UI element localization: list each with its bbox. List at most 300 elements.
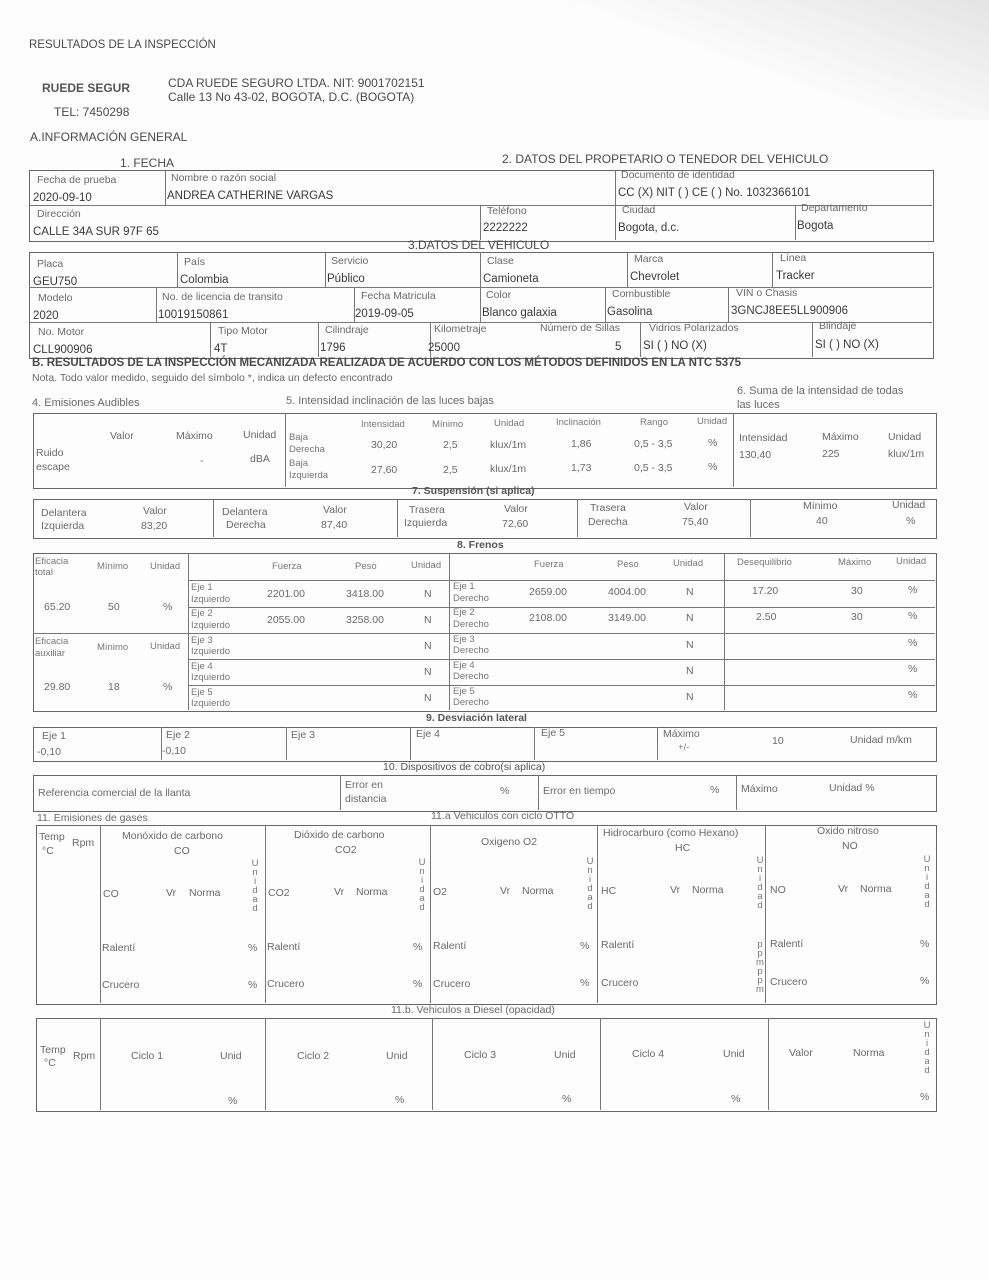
value: Chevrolet	[630, 271, 680, 283]
label: %	[500, 785, 510, 797]
value: 25000	[428, 342, 460, 354]
cell-text: Norma	[522, 885, 554, 897]
label: Ciudad	[622, 204, 656, 216]
label: Izquierda	[289, 470, 329, 481]
label: Fuerza	[272, 561, 302, 572]
label: Unidad	[888, 431, 922, 443]
label: Derecha	[289, 444, 325, 455]
label: Departamento	[801, 202, 868, 214]
cell-text: ppm	[754, 966, 766, 993]
label: Eficacia	[35, 556, 69, 567]
cell-text: N	[686, 691, 694, 703]
label: Máximo	[663, 728, 700, 740]
cell-text: Izquierdo	[191, 672, 231, 683]
value: 3418.00	[346, 588, 384, 600]
value: Bogota	[797, 220, 834, 232]
label: Delantera	[41, 507, 87, 519]
value: 2,5	[443, 439, 458, 451]
value: 2222222	[483, 222, 528, 234]
value: Tracker	[776, 270, 815, 282]
label: Unidad	[896, 556, 927, 567]
divider	[534, 727, 535, 760]
otto-title: 11.a Vehiculos con ciclo OTTO	[431, 810, 575, 822]
divider	[188, 659, 935, 660]
label: Peso	[617, 559, 639, 570]
cell-text: N	[424, 692, 432, 704]
label: Unid	[723, 1048, 745, 1060]
label: Eje 4	[416, 728, 440, 740]
label: Máximo	[176, 430, 213, 442]
cell-text: CO2	[268, 887, 290, 899]
value: 27,60	[371, 464, 398, 476]
cell-text: N	[686, 639, 694, 651]
value: dBA	[250, 453, 270, 465]
section-b-note: Nota. Todo valor medido, seguido del símbolo *, indica un defecto encontrado	[32, 372, 393, 384]
label: Baja	[289, 432, 309, 443]
company-logo: RUEDE SEGUR	[42, 81, 131, 95]
cell-text: %	[580, 977, 590, 989]
label: %	[920, 1091, 930, 1103]
label: Peso	[355, 561, 377, 572]
label: %	[710, 784, 720, 796]
cell-text: Izquierdo	[191, 594, 231, 605]
label: distancia	[345, 793, 387, 805]
label: Servicio	[331, 255, 369, 267]
divider	[812, 322, 813, 357]
divider	[188, 580, 935, 581]
value: 2019-09-05	[355, 308, 414, 320]
label: Unidad	[494, 418, 525, 429]
cell-text: N	[686, 612, 694, 624]
label: País	[184, 256, 206, 268]
divider	[538, 775, 539, 810]
value: klux/1m	[490, 439, 527, 451]
divider	[188, 553, 189, 710]
label: Línea	[780, 252, 807, 264]
cell-text: N	[424, 614, 432, 626]
label: Documento de identidad	[621, 169, 735, 181]
label: +/-	[678, 742, 690, 753]
divider	[325, 252, 326, 287]
owner-title: 2. DATOS DEL PROPETARIO O TENEDOR DEL VEHICULO	[502, 152, 829, 166]
label: Temp	[40, 1044, 66, 1056]
label: Kilometraje	[434, 323, 487, 335]
divider	[33, 633, 935, 634]
label: Hidrocarburo (como Hexano)	[603, 827, 739, 839]
cell-text: Crucero	[601, 977, 639, 989]
label: Unidad m/km	[850, 734, 912, 746]
susp-title: 7. Suspensión (si aplica)	[412, 485, 535, 497]
divider	[285, 413, 286, 487]
value: 3GNCJ8EE5LL900906	[731, 305, 848, 317]
cell-text: N	[686, 665, 694, 677]
cell-text: Eje 2	[453, 607, 475, 618]
label: Unidad	[150, 561, 181, 572]
value: 2.50	[756, 611, 777, 623]
label: Ruido	[36, 447, 64, 459]
label: CO2	[335, 844, 357, 856]
cell-text: Ralentí	[102, 942, 136, 954]
label: Unid	[554, 1049, 576, 1061]
divider	[318, 322, 319, 357]
cell-text: Eje 3	[453, 634, 475, 645]
cell-text: Ralentí	[433, 940, 467, 952]
label: %	[395, 1094, 405, 1106]
label: Placa	[37, 258, 64, 270]
cell-text: Ralentí	[601, 939, 635, 951]
value: 29.80	[44, 681, 71, 693]
cell-text: Vr	[670, 884, 681, 896]
frenos-title: 8. Frenos	[457, 539, 504, 551]
label: Valor	[684, 501, 708, 513]
label: No. Motor	[38, 326, 85, 338]
luces-title: 5. Intensidad inclinación de las luces bajas	[286, 395, 494, 407]
value: 10	[772, 735, 784, 747]
divider	[657, 727, 658, 760]
susp-table	[33, 499, 937, 539]
cell-text: %	[908, 584, 918, 596]
cell-text: Vr	[838, 883, 849, 895]
value: 130,40	[739, 449, 772, 461]
cell-text: Crucero	[770, 976, 808, 988]
value: 65.20	[44, 601, 71, 613]
cell-text: Vr	[166, 887, 177, 899]
cell-text: %	[248, 979, 258, 991]
label: Rpm	[73, 1050, 96, 1062]
value: 10019150861	[158, 309, 229, 321]
cell-text: %	[908, 689, 918, 701]
label: Trasera	[590, 502, 626, 514]
label: Unidad	[411, 560, 442, 571]
label: Intensidad	[739, 432, 788, 444]
unit-label: Unidad	[921, 1020, 933, 1074]
label: Unidad %	[829, 782, 875, 794]
divider	[165, 170, 166, 205]
label: Valor	[110, 430, 134, 442]
label: Eje 1	[42, 730, 66, 742]
value: %	[708, 461, 718, 473]
cell-text: %	[908, 637, 918, 649]
label: Clase	[487, 255, 514, 267]
cell-text: Izquierdo	[191, 620, 231, 631]
divider	[430, 825, 431, 1003]
label: Cilindraje	[325, 324, 369, 336]
label: Mínimo	[97, 642, 129, 653]
cell-text: HC	[601, 885, 617, 897]
label: %	[731, 1093, 741, 1105]
cell-text: Norma	[860, 883, 892, 895]
value: 2659.00	[529, 586, 567, 598]
cell-text: Izquierdo	[191, 646, 231, 657]
label: Unidad	[673, 558, 704, 569]
divider	[627, 252, 628, 287]
label: Baja	[289, 458, 309, 469]
label: Máximo	[838, 557, 872, 568]
divider	[188, 607, 935, 608]
value: 2201.00	[267, 588, 305, 600]
label: Eje 2	[166, 729, 190, 741]
desv-title: 9. Desviación lateral	[426, 712, 527, 724]
label: Dirección	[37, 208, 81, 220]
value: 5	[615, 341, 622, 353]
value: 50	[108, 601, 120, 613]
divider	[605, 287, 606, 322]
company-tel: TEL: 7450298	[54, 105, 130, 119]
label: Unidad	[892, 499, 926, 511]
value: 2020	[33, 310, 59, 322]
divider	[340, 775, 341, 810]
cell-text: CO	[103, 888, 119, 900]
label: escape	[36, 461, 70, 473]
value: 2055.00	[267, 614, 305, 626]
label: Tipo Motor	[218, 325, 268, 337]
value: CC (X) NIT ( ) CE ( ) No. 1032366101	[618, 187, 811, 199]
divider	[265, 1018, 266, 1110]
divider	[600, 1018, 601, 1110]
unit-label: Unidad	[921, 854, 933, 908]
label: Norma	[853, 1047, 885, 1059]
value: 2108.00	[529, 612, 567, 624]
cell-text: Derecho	[453, 619, 489, 630]
label: Máximo	[741, 783, 778, 795]
cell-text: N	[424, 666, 432, 678]
divider	[728, 287, 729, 322]
value: 17.20	[752, 585, 779, 597]
value: 75,40	[682, 516, 709, 528]
cell-text: ppm	[754, 939, 766, 966]
cell-text: O2	[433, 886, 448, 898]
divider	[768, 1018, 769, 1110]
value: 3149.00	[608, 612, 646, 624]
ruido-title: 4. Emisiones Audibles	[32, 397, 140, 409]
section-b-title: B. RESULTADOS DE LA INSPECCIÓN MECANIZADA REALIZADA DE ACUERDO CON LOS MÉTODOS DEFINIDOS EN LA NTC 5375	[32, 357, 741, 369]
value: ANDREA CATHERINE VARGAS	[167, 190, 334, 202]
cell-text: Eje 1	[453, 581, 475, 592]
value: %	[906, 515, 916, 527]
value: -0,10	[162, 745, 186, 757]
document-title: RESULTADOS DE LA INSPECCIÓN	[29, 39, 216, 51]
label: Óxido nitroso	[817, 825, 879, 837]
cell-text: Vr	[500, 885, 511, 897]
label: Vidrios Polarizados	[649, 322, 739, 334]
value: %	[163, 681, 173, 693]
label: Rango	[640, 417, 668, 428]
cell-text: %	[920, 938, 930, 950]
value: 225	[822, 448, 840, 460]
label: No. de licencia de transito	[162, 291, 283, 303]
label: Rpm	[72, 837, 95, 849]
cell-text: Eje 5	[453, 686, 475, 697]
cell-text: Eje 2	[191, 608, 213, 619]
cell-text: Izquierdo	[191, 698, 231, 709]
value: SI ( ) NO (X)	[643, 340, 707, 352]
cell-text: Derecho	[453, 671, 489, 682]
label: HC	[675, 842, 691, 854]
value: Colombia	[180, 274, 229, 286]
label: Valor	[504, 503, 528, 515]
value: -0,10	[37, 746, 61, 758]
cell-text: Derecho	[453, 593, 489, 604]
label: Monóxido de carbono	[122, 830, 223, 842]
divider	[750, 499, 751, 537]
label: Fuerza	[534, 559, 564, 570]
value: 4T	[214, 343, 228, 355]
value: 18	[108, 681, 120, 693]
value: klux/1m	[888, 448, 925, 460]
value: -	[200, 455, 204, 467]
cell-text: N	[424, 588, 432, 600]
label: Oxigeno O2	[481, 836, 538, 848]
label: Derecha	[588, 516, 628, 528]
cell-text: N	[686, 586, 694, 598]
label: Marca	[634, 253, 664, 265]
label: Fecha de prueba	[37, 174, 117, 186]
label: Temp	[39, 831, 65, 843]
label: Máximo	[822, 431, 859, 443]
cell-text: Norma	[692, 884, 724, 896]
section-a-title: A.INFORMACIÓN GENERAL	[30, 130, 188, 144]
divider	[397, 499, 398, 537]
divider	[772, 252, 773, 287]
label: Derecha	[226, 519, 266, 531]
label: VIN o Chasis	[736, 287, 798, 299]
diesel-title: 11.b. Vehiculos a Diesel (opacidad)	[391, 1004, 555, 1016]
label: Valor	[143, 505, 167, 517]
value: 3258.00	[346, 614, 384, 626]
label: Referencia comercial de la llanta	[38, 787, 191, 799]
divider	[449, 553, 450, 710]
cell-text: Crucero	[102, 979, 140, 991]
divider	[210, 322, 211, 357]
value: %	[163, 601, 173, 613]
company-address: Calle 13 No 43-02, BOGOTA, D.C. (BOGOTA)	[168, 90, 415, 104]
label: Izquierda	[41, 520, 85, 532]
cell-text: Derecho	[453, 645, 489, 656]
label: Blindaje	[819, 320, 857, 332]
value: 40	[816, 515, 828, 527]
unit-label: Unidad	[584, 856, 596, 910]
value: 87,40	[321, 519, 348, 531]
cell-text: 30	[851, 585, 863, 597]
suma-title: las luces	[737, 399, 780, 411]
value: Gasolina	[607, 306, 653, 318]
fecha-title: 1. FECHA	[120, 156, 175, 170]
divider	[795, 205, 796, 240]
value: 30,20	[371, 439, 398, 451]
divider	[577, 499, 578, 537]
unit-label: Unidad	[754, 855, 766, 909]
value: SI ( ) NO (X)	[815, 339, 879, 351]
label: NO	[842, 840, 858, 852]
label: Nombre o razón social	[171, 172, 277, 184]
label: °C	[42, 845, 54, 857]
cell-text: Ralentí	[267, 941, 301, 953]
value: 1796	[320, 342, 346, 354]
label: Color	[486, 289, 512, 301]
label: %	[228, 1095, 238, 1107]
label: Teléfono	[487, 205, 527, 217]
cell-text: Eje 5	[191, 687, 213, 698]
label: Ciclo 1	[131, 1050, 164, 1062]
divider	[597, 825, 598, 1003]
divider	[480, 252, 481, 322]
value: 83,20	[141, 520, 168, 532]
divider	[410, 727, 411, 760]
divider	[615, 170, 616, 240]
cell-text: Norma	[356, 886, 388, 898]
cell-text: 30	[851, 611, 863, 623]
label: Unidad	[697, 416, 728, 427]
divider	[736, 775, 737, 810]
divider	[286, 727, 287, 760]
diesel-table	[36, 1018, 937, 1112]
value: CLL900906	[33, 344, 93, 356]
cell-text: Derecho	[453, 697, 489, 708]
label: Unidad	[243, 429, 277, 441]
cell-text: Vr	[334, 886, 345, 898]
company-name: CDA RUEDE SEGURO LTDA. NIT: 9001702151	[168, 76, 425, 90]
value: %	[708, 437, 718, 449]
value: 4004.00	[608, 586, 646, 598]
label: Mínimo	[432, 419, 464, 430]
divider	[733, 413, 734, 487]
divider	[213, 499, 214, 537]
cell-text: Eje 4	[191, 661, 213, 672]
label: Intensidad	[361, 419, 405, 430]
divider	[265, 825, 266, 1003]
unit-label: Unidad	[249, 858, 261, 912]
label: Eje 5	[541, 727, 565, 739]
label: Fecha Matricula	[361, 290, 436, 302]
value: Público	[327, 273, 365, 285]
label: Valor	[789, 1047, 813, 1059]
divider	[188, 685, 935, 686]
cell-text: Ralentí	[770, 938, 804, 950]
label: Eficacia	[35, 636, 69, 647]
label: Unid	[386, 1050, 408, 1062]
cell-text: %	[248, 942, 258, 954]
label: Eje 3	[291, 729, 315, 741]
cell-text: Crucero	[433, 978, 471, 990]
value: 0,5 - 3,5	[634, 438, 673, 450]
label: Número de Sillas	[540, 322, 620, 334]
divider	[640, 322, 641, 357]
luces-table	[33, 413, 937, 489]
label: Izquierda	[404, 517, 448, 529]
cell-text: %	[908, 610, 918, 622]
label: Error en tiempo	[543, 785, 616, 797]
unit-label: Unidad	[416, 857, 428, 911]
suma-title: 6. Suma de la intensidad de todas	[737, 385, 904, 397]
value: Blanco galaxia	[482, 307, 557, 319]
divider	[480, 205, 481, 240]
label: °C	[44, 1057, 56, 1069]
cell-text: Eje 3	[191, 635, 213, 646]
label: Unid	[220, 1050, 242, 1062]
value: 72,60	[502, 518, 529, 530]
value: CALLE 34A SUR 97F 65	[33, 226, 159, 238]
divider	[177, 252, 178, 287]
value: Bogota, d.c.	[618, 222, 680, 234]
value: 2,5	[443, 464, 458, 476]
cell-text: %	[920, 975, 930, 987]
label: Ciclo 2	[297, 1050, 330, 1062]
divider	[100, 1018, 101, 1110]
label: Inclinación	[556, 417, 601, 428]
label: auxiliar	[35, 648, 66, 659]
label: Unidad	[150, 641, 181, 652]
cell-text: Eje 4	[453, 660, 475, 671]
